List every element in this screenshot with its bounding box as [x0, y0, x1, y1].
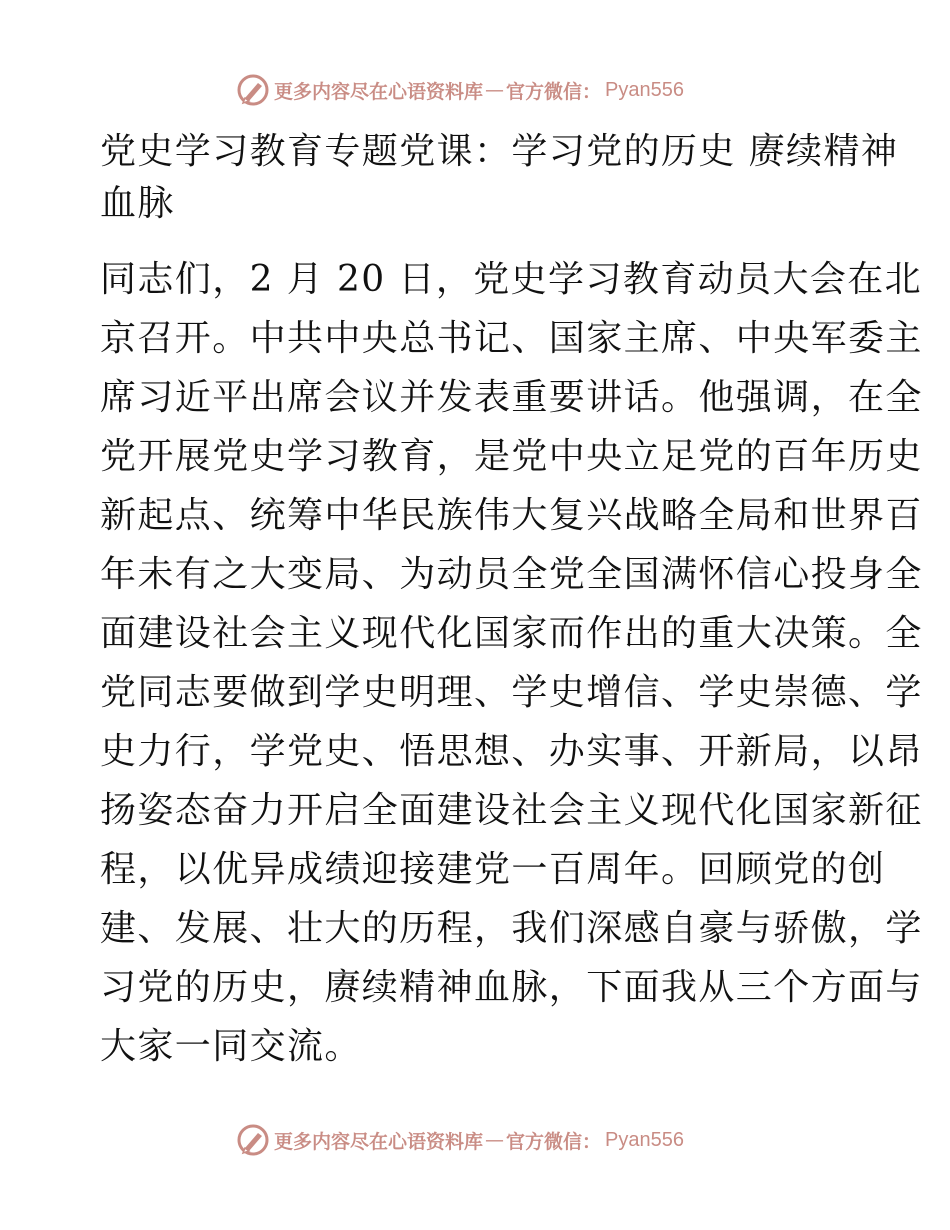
watermark-official-text: 官方微信： [506, 1130, 602, 1153]
body-line: 大家一同交流。 [100, 1026, 362, 1067]
body-line: 史力行，学党史、悟思想、办实事、开新局，以昂 [100, 731, 923, 772]
body-line: 年未有之大变局、为动员全党全国满怀信心投身全 [100, 554, 923, 595]
body-line: 面建设社会主义现代化国家而作出的重大决策。全 [100, 613, 923, 654]
watermark-main-text: 更多内容尽在心语资料库 [274, 1130, 484, 1153]
body-line: 党同志要做到学史明理、学史增信、学史崇德、学 [100, 672, 923, 713]
watermark-dash: — [485, 79, 505, 101]
body-line: 席习近平出席会议并发表重要讲话。他强调，在全 [100, 377, 923, 418]
watermark-wechat-id: Pyan556 [605, 78, 684, 101]
body-line: 党开展党史学习教育，是党中央立足党的百年历史 [100, 436, 923, 477]
header-watermark [236, 72, 684, 108]
body-line: 建、发展、壮大的历程，我们深感自豪与骄傲，学 [100, 908, 923, 949]
watermark-main-text: 更多内容尽在心语资料库 [274, 80, 484, 103]
watermark-wechat-id: Pyan556 [605, 1128, 684, 1151]
footer-watermark [236, 1122, 684, 1158]
body-line: 新起点、统筹中华民族伟大复兴战略全局和世界百 [100, 495, 923, 536]
body-line: 同志们，2 月 20 日，党史学习教育动员大会在北 [100, 259, 923, 300]
watermark-official-text: 官方微信： [506, 80, 602, 103]
pen-logo-icon [236, 1123, 270, 1157]
body-line: 京召开。中共中央总书记、国家主席、中央军委主 [100, 318, 923, 359]
watermark-dash: — [485, 1129, 505, 1151]
body-line: 习党的历史，赓续精神血脉，下面我从三个方面与 [100, 967, 923, 1008]
pen-logo-icon [236, 73, 270, 107]
body-paragraph [100, 250, 923, 1076]
document-title [100, 126, 899, 230]
body-line: 程，以优异成绩迎接建党一百周年。回顾党的创 [100, 849, 886, 890]
title-line: 党史学习教育专题党课：学习党的历史 赓续精神 [100, 131, 899, 172]
title-line: 血脉 [100, 183, 175, 224]
body-line: 扬姿态奋力开启全面建设社会主义现代化国家新征 [100, 790, 923, 831]
